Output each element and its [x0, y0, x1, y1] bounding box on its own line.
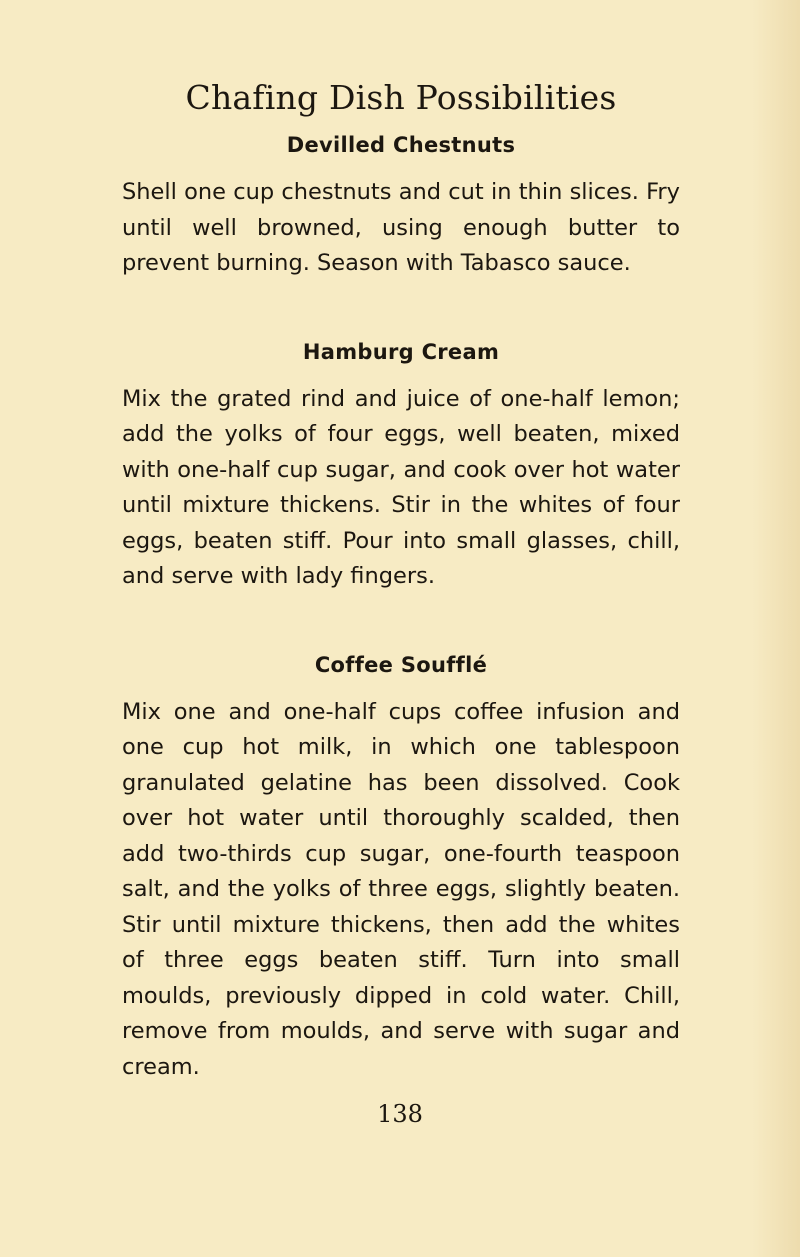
recipe-hamburg-cream — [122, 340, 680, 595]
recipe-title: Hamburg Cream — [302, 339, 500, 364]
recipe-title: Coffee Soufflé — [314, 652, 488, 677]
recipe-text: Mix one and one-half cups coffee infusion and one cup hot milk, in which one tablespoon granulated gelatine has been dissolved. Cook over hot water until thoroughly scalded, then add two-thirds cup sugar, one-fourth teaspoon salt, and the yolks of three eggs, slightly beaten. Stir until mixture thickens, then add the whites of three eggs beaten stiff. Turn into small moulds, previously dipped in cold water. Chill, remove from moulds, and serve with sugar and cream. — [122, 698, 680, 1080]
page-content — [122, 78, 680, 1085]
recipe-text: Shell one cup chestnuts and cut in thin slices. Fry until well browned, using enough butter to prevent burning. Season with Tabasco sauce. — [122, 179, 680, 276]
recipe-text: Mix the grated rind and juice of one-half lemon; add the yolks of four eggs, well beaten, mixed with one-half cup sugar, and cook over hot water until mixture thickens. Stir in the whites of four eggs, beaten stiff. Pour into small glasses, chill, and serve with lady fingers. — [122, 385, 680, 589]
recipe-coffee-souffle — [122, 653, 680, 1086]
page-number: 138 — [377, 1100, 423, 1128]
recipe-title: Devilled Chestnuts — [286, 133, 516, 157]
running-title: Chafing Dish Possibilities — [185, 78, 617, 117]
recipe-devilled-chestnuts — [122, 133, 680, 282]
